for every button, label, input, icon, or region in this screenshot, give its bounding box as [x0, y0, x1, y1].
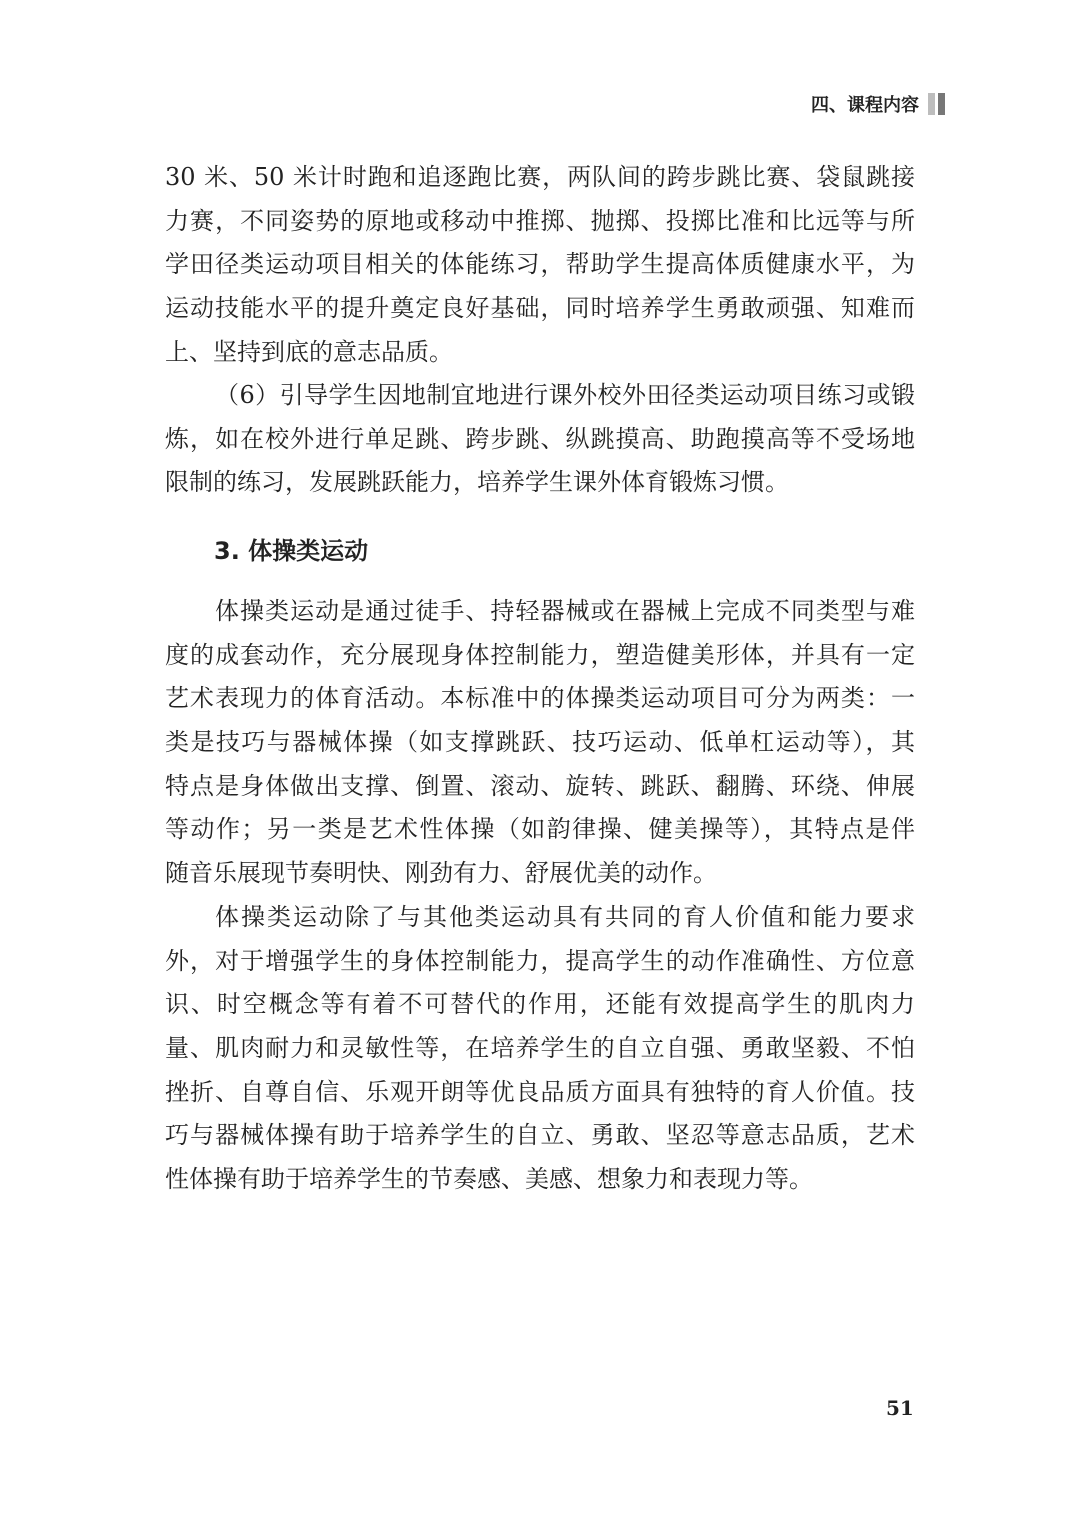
text-line: 30 米、50 米计时跑和追逐跑比赛，两队间的跨步跳比赛、袋鼠跳接: [165, 163, 915, 191]
paragraph: [165, 156, 915, 374]
text-line: 随音乐展现节奏明快、刚劲有力、舒展优美的动作。: [165, 859, 717, 888]
text-line: 等动作；另一类是艺术性体操（如韵律操、健美操等），其特点是伴: [165, 815, 915, 844]
text-line: 挫折、自尊自信、乐观开朗等优良品质方面具有独特的育人价值。技: [165, 1077, 915, 1106]
running-header: [790, 90, 945, 118]
text-line: 艺术表现力的体育活动。本标准中的体操类运动项目可分为两类：一: [165, 684, 915, 713]
paragraph: [165, 590, 915, 896]
text-line: 体操类运动是通过徒手、持轻器械或在器械上完成不同类型与难: [215, 597, 915, 625]
text-line: 巧与器械体操有助于培养学生的自立、勇敢、坚忍等意志品质，艺术: [165, 1121, 915, 1150]
text-line: （6）引导学生因地制宜地进行课外校外田径类运动项目练习或锻: [215, 381, 915, 409]
text-line: 学田径类运动项目相关的体能练习，帮助学生提高体质健康水平，为: [165, 250, 915, 279]
page-number: 51: [886, 1396, 914, 1420]
text-line: 力赛，不同姿势的原地或移动中推掷、抛掷、投掷比准和比远等与所: [165, 206, 915, 235]
section-title: 四、课程内容: [811, 95, 919, 116]
text-line: 识、时空概念等有着不可替代的作用，还能有效提高学生的肌肉力: [165, 990, 915, 1019]
text-line: 外，对于增强学生的身体控制能力，提高学生的动作准确性、方位意: [165, 946, 915, 975]
text-line: 限制的练习，发展跳跃能力，培养学生课外体育锻炼习惯。: [165, 468, 789, 497]
text-line: 特点是身体做出支撑、倒置、滚动、旋转、跳跃、翻腾、环绕、伸展: [165, 771, 915, 800]
text-line: 度的成套动作，充分展现身体控制能力，塑造健美形体，并具有一定: [165, 640, 915, 669]
paragraph: [165, 374, 915, 505]
text-line: 类是技巧与器械体操（如支撑跳跃、技巧运动、低单杠运动等），其: [165, 728, 915, 757]
header-bar-decoration: [938, 93, 945, 115]
text-line: 量、肌肉耐力和灵敏性等，在培养学生的自立自强、勇敢坚毅、不怕: [165, 1034, 915, 1063]
text-line: 体操类运动除了与其他类运动具有共同的育人价值和能力要求: [215, 903, 915, 931]
header-bar-decoration: [928, 93, 935, 115]
text-line: 运动技能水平的提升奠定良好基础，同时培养学生勇敢顽强、知难而: [165, 294, 915, 323]
text-line: 性体操有助于培养学生的节奏感、美感、想象力和表现力等。: [165, 1165, 813, 1194]
text-line: 炼，如在校外进行单足跳、跨步跳、纵跳摸高、助跑摸高等不受场地: [165, 424, 915, 453]
section-heading: 3. 体操类运动: [214, 537, 369, 565]
text-line: 上、坚持到底的意志品质。: [165, 337, 453, 366]
paragraph: [165, 896, 915, 1202]
